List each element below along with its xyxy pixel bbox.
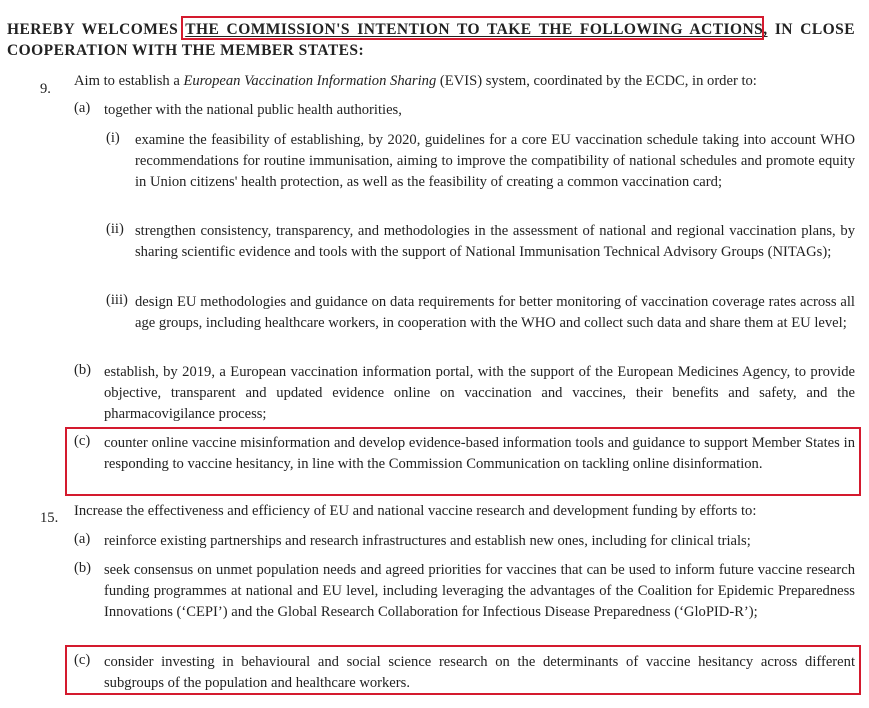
heading-highlight: THE COMMISSION'S INTENTION TO TAKE THE FOLLOWING ACTIONS, bbox=[185, 21, 768, 38]
item-9c-text: counter online vaccine misinformation and develop evidence-based information tools and guidance to support Member States in responding to vaccine hesitancy, in line with the Commission Communication on tackling online disinformation. bbox=[104, 435, 855, 472]
paragraph-15-intro: Increase the effectiveness and efficiency of EU and national vaccine research and development funding by efforts to: bbox=[74, 503, 757, 519]
item-label-15c: (c) bbox=[74, 652, 91, 668]
paragraph-number-15: 15. bbox=[40, 510, 59, 526]
item-label-9a: (a) bbox=[74, 100, 91, 116]
heading-suffix: IN CLOSE bbox=[774, 21, 856, 38]
item-9b-text: establish, by 2019, a European vaccination information portal, with the support of the European Medicines Agency, to provide objective, transparent and updated evidence online on vaccination and vaccines, their benefits and safety, and the pharmacovigilance process; bbox=[104, 364, 855, 422]
item-label-9c: (c) bbox=[74, 433, 91, 449]
item-15a-text: reinforce existing partnerships and research infrastructures and establish new ones, including for clinical trials; bbox=[104, 533, 751, 549]
item-label-9a-ii: (ii) bbox=[106, 221, 124, 237]
item-9a-i-text: examine the feasibility of establishing, by 2020, guidelines for a core EU vaccination schedule taking into account WHO recommendations for routine immunisation, aiming to improve the compatibility of national schedules and promote equity in Union citizens' health protection, as well as the feasibility of creating a common vaccination card; bbox=[135, 132, 855, 190]
item-label-9b: (b) bbox=[74, 362, 92, 378]
item-9a-ii-text: strengthen consistency, transparency, and methodologies in the assessment of national and regional vaccination plans, by sharing scientific evidence and tools with the support of National Immunisation Technical Advisory Groups (NITAGs); bbox=[135, 223, 855, 260]
item-9a-iii-text: design EU methodologies and guidance on data requirements for better monitoring of vaccination coverage rates across all age groups, including healthcare workers, in cooperation with the WHO and collect such data and share them at EU level; bbox=[135, 294, 855, 331]
paragraph-number-9: 9. bbox=[40, 81, 51, 97]
heading-highlight-box bbox=[181, 16, 764, 40]
item-label-9a-i: (i) bbox=[106, 130, 120, 146]
item-15c-text: consider investing in behavioural and social science research on the determinants of vaccine hesitancy across different subgroups of the population and healthcare workers. bbox=[104, 654, 855, 691]
item-label-15a: (a) bbox=[74, 531, 91, 547]
heading-line-2: COOPERATION WITH THE MEMBER STATES: bbox=[7, 42, 365, 59]
heading-prefix: HEREBY WELCOMES bbox=[7, 21, 179, 38]
item-15b-text: seek consensus on unmet population needs and agreed priorities for vaccines that can be used to inform future vaccine research funding programmes at national and EU level, including leveraging the advantages of the Coalition for Epidemic Preparedness Innovations (‘CEPI’) and the Global Research Collaboration for Infectious Disease Preparedness (‘GloPID-R’); bbox=[104, 562, 855, 620]
item-label-15b: (b) bbox=[74, 560, 92, 576]
paragraph-9-intro: Aim to establish a European Vaccination Information Sharing (EVIS) system, coordinated by the ECDC, in order to: bbox=[74, 73, 757, 89]
item-9a-text: together with the national public health authorities, bbox=[104, 102, 402, 118]
item-label-9a-iii: (iii) bbox=[106, 292, 128, 308]
evis-italic: European Vaccination Information Sharing bbox=[183, 73, 437, 89]
